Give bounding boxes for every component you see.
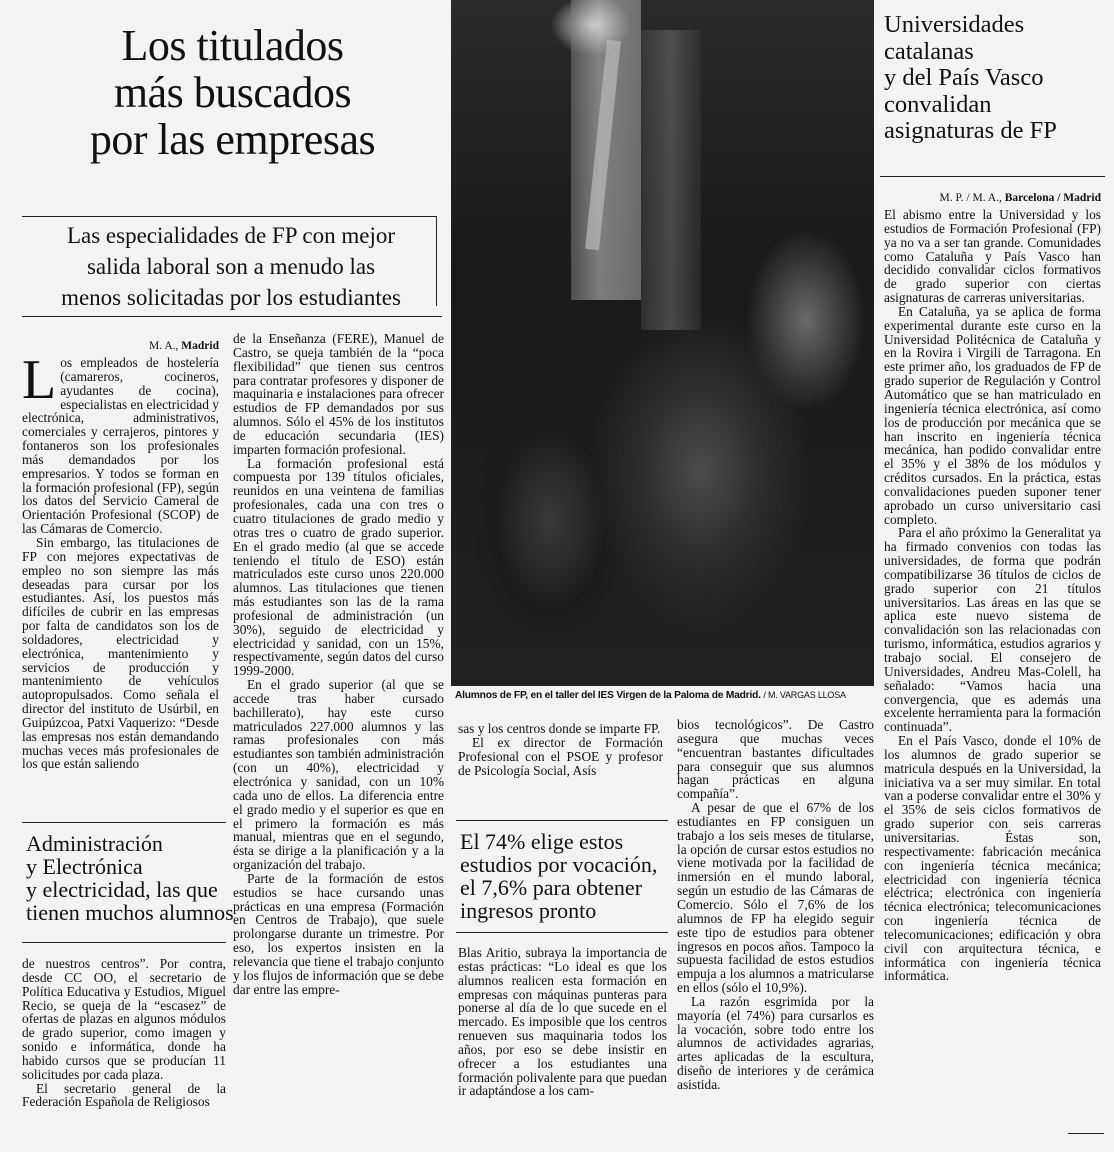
sidebar-headline	[884, 12, 1109, 145]
paragraph: de nuestros centros”. Por contra, desde CC OO, el secretario de Política Educativa y Estudios, Miguel Recio, se queja de la “escasez” de ofertas de plazas en algunos módulos de grado superior, como imagen y sonido e informática, donde ha habido cursos que se producían 11 solicitudes por cada plaza.	[22, 956, 226, 1082]
byline-author: M. A.,	[149, 340, 179, 352]
article-photo	[451, 0, 874, 686]
main-headline-line: Los titulados	[121, 21, 344, 70]
paragraph: A pesar de que el 67% de los estudiantes en FP consiguen un trabajo a los seis meses de titularse, la opción de cursar estos estudios no viene motivada por la facilidad de inmersión en el mundo laboral, según un estudio de las Cámaras de Comercio. Sólo el 7,6% de los alumnos de FP ha elegido seguir este tipo de estudios para obtener ingresos en pocos años. Tampoco la supuesta facilidad de estos estudios empuja a los alumnos a matricularse en ellos (sólo el 10,9%).	[677, 800, 874, 996]
paragraph: Parte de la formación de estos estudios se hace cursando unas prácticas en una empresa (Formación en Centros de Trabajo), que suele prolongarse durante un trimestre. Por eso, los expertos insisten en la relevancia que tiene el trabajo conjunto y los flujos de información que se debe dar entre las empre-	[233, 870, 444, 997]
article-column-2	[233, 332, 444, 997]
sidebar-byline-author: M. P. / M. A.,	[939, 192, 1002, 204]
article-column-1-continued	[22, 957, 226, 1109]
paragraph: La razón esgrimida por la mayoría (el 74%) para cursarlos es la vocación, sobre todo entre los alumnos de actividades agrarias, artes aplicadas de la escultura, diseño de interiores y de cerámica asistida.	[677, 993, 874, 1092]
paragraph: bios tecnológicos”. De Castro asegura que muchas veces “encuentran bastantes dificultades para conseguir que sus alumnos hagan prácticas en alguna compañía”.	[677, 717, 874, 802]
sidebar-headline-line: asignaturas de FP	[884, 117, 1057, 144]
sidebar-headline-line: catalanas	[884, 37, 974, 65]
pull-quote-line: el 7,6% para obtener	[460, 875, 643, 900]
pull-quote-line: y electricidad, las que	[26, 877, 218, 902]
pull-quote-line: y Electrónica	[26, 854, 143, 879]
end-mark-rule	[1068, 1133, 1104, 1134]
subheadline-line: Las especialidades de FP con mejor	[66, 223, 396, 248]
sidebar-article-body	[884, 192, 1101, 983]
article-column-1	[22, 340, 219, 771]
subheadline-line: salida laboral son a menudo las	[86, 254, 376, 279]
pull-left-top-rule	[22, 822, 226, 823]
photo-caption	[455, 690, 875, 701]
subhead-top-rule	[22, 216, 436, 217]
sidebar-headline-line: y del País Vasco	[884, 64, 1044, 91]
main-headline-line: más buscados	[113, 68, 352, 117]
caption-text: Alumnos de FP, en el taller del IES Virgen de la Paloma de Madrid.	[455, 690, 761, 701]
pull-quote-left	[26, 832, 236, 924]
paragraph: En Cataluña, ya se aplica de forma experimental durante este curso en la Universidad Politécnica de Cataluña y en la Rovira i Virgili de Tarragona. En este primer año, los graduados de FP de grado superior de Regulación y Control Automático que se han matriculado en ingeniería técnica electrónica, así como los de producción por mecánica que se han inscrito en ingeniería técnica mecánica, han podido convalidar entre el 35% y el 38% de los módulos y créditos cursados. En la práctica, estas convalidaciones pueden suponer tener aprobado un curso universitario casi completo.	[884, 303, 1101, 527]
subheadline-line: menos solicitadas por los estudiantes	[61, 285, 401, 310]
paragraph: El secretario general de la Federación Española de Religiosos	[22, 1080, 226, 1110]
article-column-3-continued	[458, 946, 667, 1098]
paragraph: sas y los centros donde se imparte FP.	[458, 721, 661, 736]
sidebar-byline-place: Barcelona / Madrid	[1004, 192, 1101, 204]
main-headline	[30, 22, 435, 163]
paragraph: El ex director de Formación Profesional con el PSOE y profesor de Psicología Social, Asís	[458, 734, 663, 778]
paragraph: de la Enseñanza (FERE), Manuel de Castro, se queja también de la “poca flexibilidad” que tienen sus centros para contratar profesores y disponer de maquinaria e instalaciones para ofrecer estudios de FP demandados por sus alumnos. Sólo el 45% de los institutos de educación secundaria (IES) imparten formación profesional.	[233, 331, 444, 457]
pull-quote-center	[460, 830, 672, 922]
subhead-vertical-rule	[436, 216, 437, 306]
pull-quote-line: ingresos pronto	[460, 898, 597, 923]
pull-center-bottom-rule	[456, 932, 668, 933]
subheadline	[26, 220, 436, 313]
pull-center-top-rule	[456, 820, 668, 821]
pull-left-bottom-rule	[22, 942, 226, 943]
article-column-4	[677, 718, 874, 1092]
sidebar-byline	[884, 192, 1101, 205]
pull-quote-line: tienen muchos alumnos	[26, 900, 234, 925]
byline-place: Madrid	[181, 340, 219, 352]
paragraph: Sin embargo, las titulaciones de FP con mejores expectativas de empleo no son siempre las más deseadas para cursar por los estudiantes. Así, los puestos más difíciles de cubrir en las empresas por falta de candidatos son los de soldadores, electricidad y electrónica, mantenimiento y servicios de producción y mantenimiento de vehículos autopropulsados. Como señala el director del instituto de Usúrbil, en Guipúzcoa, Patxi Vaquerizo: “Desde las empresas nos están demandando muchas veces más profesionales de los que están saliendo	[22, 534, 219, 772]
photo-credit: / M. VARGAS LLOSA	[763, 690, 846, 700]
pull-quote-line: El 74% elige estos	[460, 829, 624, 854]
sidebar-headline-rule	[880, 176, 1105, 177]
paragraph: La formación profesional está compuesta por 139 títulos oficiales, reunidos en una veintena de familias profesionales, cada una con tres o cuatro titulaciones de grado medio y otras tres o cuatro de grado superior. En el grado medio (al que se accede teniendo el título de ESO) están matriculados este curso unos 220.000 alumnos. Las titulaciones que tienen más estudiantes son las de la rama profesional de administración (un 30%), seguido de electricidad y electricidad y sanidad, con un 15%, respectivamente, según datos del curso 1999-2000.	[233, 455, 444, 679]
paragraph: Los empleados de hostelería (camareros, cocineros, ayudantes de cocina), especialistas en electricidad y electrónica, administrativos, comerciales y cerrajeros, pintores y fontaneros son los profesionales más demandados por los empresarios. Y todos se forman en la formación profesional (FP), según los datos del Servicio Cameral de Orientación Profesional (SCOP) de las Cámaras de Comercio.	[22, 349, 219, 537]
paragraph: En el País Vasco, donde el 10% de los alumnos de grado superior se matricula después en la Universidad, la iniciativa va a ser muy similar. En total van a poderse convalidar entre el 30% y el 35% de seis ciclos formativos de grado superior con seis carreras universitarias. Éstas son, respectivamente: fabricación mecánica con ingeniería técnica mecánica; electricidad con ingeniería técnica eléctrica; electrónica con ingeniería técnica electrónica; telecomunicaciones con ingeniería técnica de telecomunicaciones; edificación y obra civil con arquitectura técnica, e informática con ingeniería técnica informática.	[884, 733, 1101, 984]
pull-quote-line: estudios por vocación,	[460, 852, 658, 877]
paragraph: En el grado superior (al que se accede tras haber cursado bachillerato), hay este curso matriculados 227.000 alumnos y las ramas profesionales con más estudiantes son también administración (con un 40%), electricidad y electrónica y sanidad, con un 10% cada uno de ellos. La diferencia entre el grado medio y el superior es que en el primero la formación es más manual, mientras que en el segundo, ésta se dirige a la planificación y a la organización del trabajo.	[233, 677, 444, 873]
paragraph: Para el año próximo la Generalitat ya ha firmado convenios con todas las universidades, de forma que podrán compatibilizarse 36 títulos de ciclos de grado superior con 21 títulos universitarios. Las áreas en las que se aplica este nuevo sistema de convalidación son las relacionadas con turismo, informática, estudios agrarios y trabajo social. El consejero de Universidades, Andreu Mas-Colell, ha señalado: “Vamos hacia una convergencia, que es además una excelente herramienta para la formación continuada”.	[884, 525, 1101, 735]
article-column-3	[458, 722, 663, 777]
paragraph: Blas Aritio, subraya la importancia de estas prácticas: “Lo ideal es que los alumnos realicen esta formación en empresas con máquinas punteras para ponerse al día de lo que sucede en el mercado. Es imposible que los centros renueven sus maquinaria todos los años, por eso se debe insistir en ofrecer a los estudiantes una formación polivalente para que puedan ir adaptándose a los cam-	[458, 945, 667, 1099]
subhead-bottom-rule	[22, 316, 442, 317]
photo-window-shadow	[641, 30, 701, 330]
sidebar-headline-line: Universidades	[884, 11, 1025, 38]
pull-quote-line: Administración	[26, 831, 163, 856]
drop-cap: L	[22, 349, 57, 411]
sidebar-headline-line: convalidan	[884, 90, 992, 118]
paragraph: El abismo entre la Universidad y los estudios de Formación Profesional (FP) ya no va a ser tan grande. Comunidades como Cataluña y País Vasco han decidido convalidar ciclos formativos de grado superior con ciertas asignaturas de carreras universitarias.	[884, 207, 1101, 306]
main-headline-line: por las empresas	[89, 115, 376, 164]
